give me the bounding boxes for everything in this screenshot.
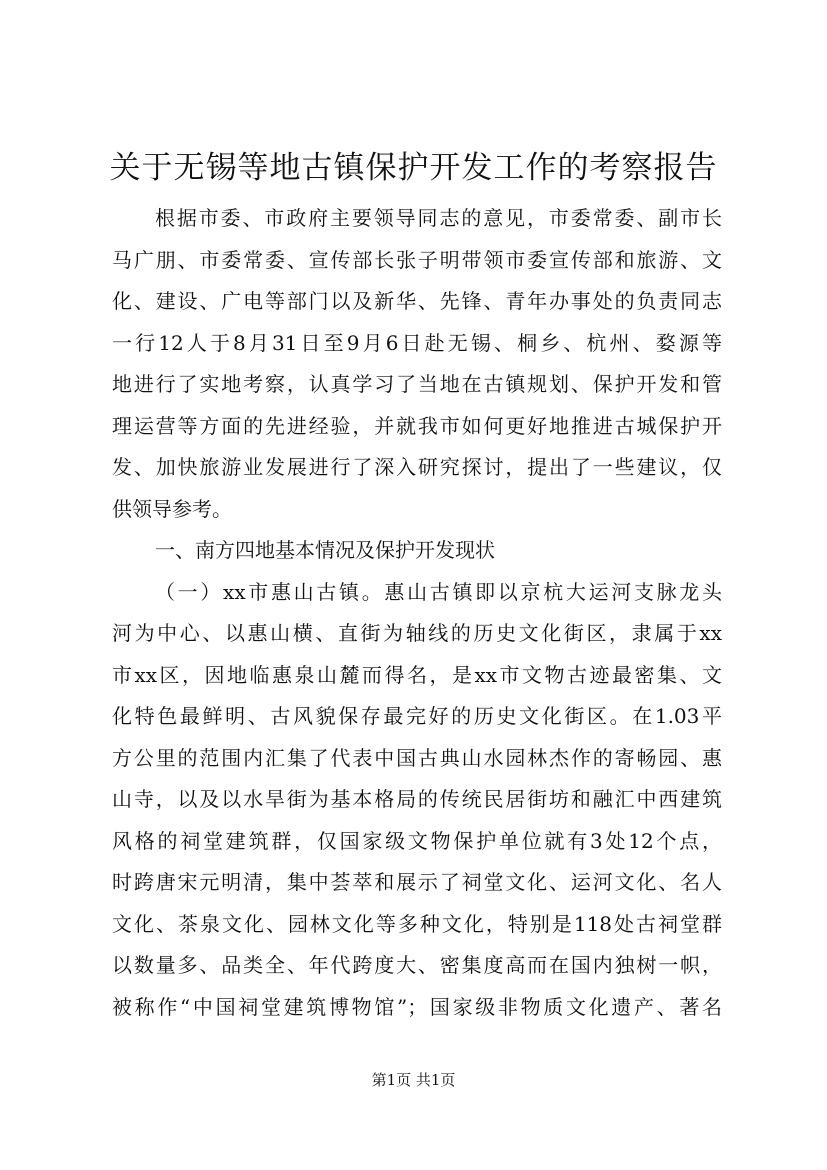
body-line: 时跨唐宋元明清，集中荟萃和展示了祠堂文化、运河文化、名人: [112, 870, 722, 894]
body-line: （一）xx市惠山古镇。惠山古镇即以京杭大运河支脉龙头: [155, 579, 722, 604]
body-line: 根据市委、市政府主要领导同志的意见，市委常委、副市长: [155, 206, 722, 230]
page-footer: 第1页 共1页: [371, 1071, 456, 1089]
document-title: 关于无锡等地古镇保护开发工作的考察报告: [109, 150, 718, 186]
body-line: 以数量多、品类全、年代跨度大、密集度高而在国内独树一帜，: [112, 953, 722, 977]
body-line: 市xx区，因地临惠泉山麓而得名，是xx市文物古迹最密集、文: [112, 662, 722, 687]
body-line: 方公里的范围内汇集了代表中国古典山水园林杰作的寄畅园、惠: [112, 745, 722, 770]
body-line: 文化、茶泉文化、园林文化等多种文化，特别是118处古祠堂群: [112, 911, 722, 936]
body-line: 发、加快旅游业发展进行了深入研究探讨，提出了一些建议，仅: [112, 455, 722, 479]
document-body: [112, 198, 722, 1028]
body-line: 地进行了实地考察，认真学习了当地在古镇规划、保护开发和管: [112, 372, 722, 396]
body-line: 化特色最鲜明、古风貌保存最完好的历史文化街区。在1.03平: [112, 704, 722, 728]
body-line: 理运营等方面的先进经验，并就我市如何更好地推进古城保护开: [112, 413, 722, 438]
body-line: 化、建设、广电等部门以及新华、先锋、青年办事处的负责同志: [112, 289, 722, 313]
body-line: 供领导参考。: [112, 496, 232, 521]
body-line: 被称作“中国祠堂建筑博物馆”；国家级非物质文化遗产、著名: [112, 994, 722, 1019]
body-line: 山寺，以及以水旱街为基本格局的传统民居街坊和融汇中西建筑: [112, 787, 722, 811]
section-heading: 一、南方四地基本情况及保护开发现状: [155, 538, 495, 562]
body-line: 风格的祠堂建筑群，仅国家级文物保护单位就有3处12个点，: [112, 828, 722, 853]
body-line: 马广朋、市委常委、宣传部长张子明带领市委宣传部和旅游、文: [112, 247, 722, 272]
body-line: 一行12人于8月31日至9月6日赴无锡、桐乡、杭州、婺源等: [112, 330, 722, 355]
body-line: 河为中心、以惠山横、直街为轴线的历史文化街区，隶属于xx: [112, 621, 722, 645]
